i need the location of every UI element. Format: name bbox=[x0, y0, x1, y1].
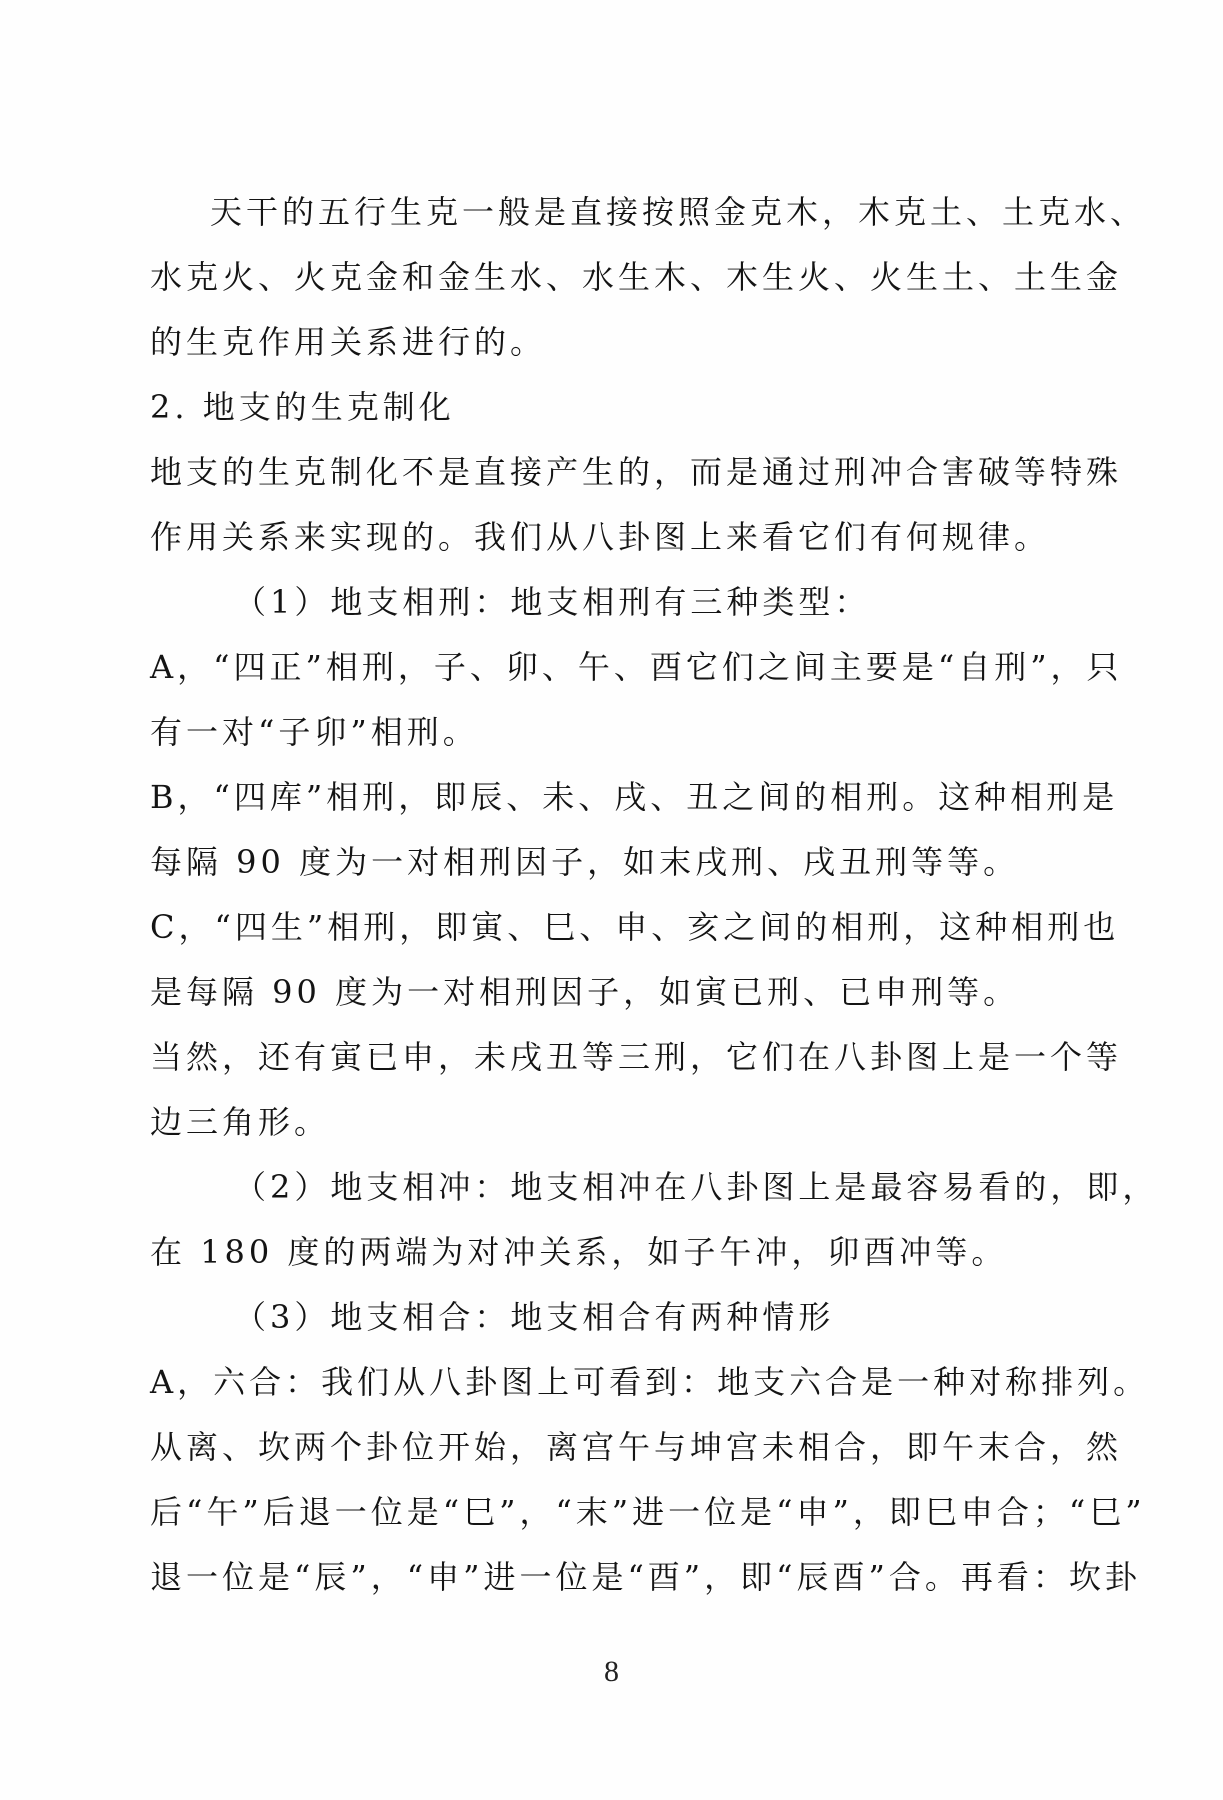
paragraph-line: 当然，还有寅已申，未戌丑等三刑，它们在八卦图上是一个等 bbox=[150, 1038, 1123, 1076]
subsection-heading: （3）地支相合：地支相合有两种情形 bbox=[234, 1298, 835, 1336]
paragraph-line: C，“四生”相刑，即寅、巳、申、亥之间的相刑，这种相刑也 bbox=[150, 908, 1120, 946]
paragraph-line: 从离、坎两个卦位开始，离宫午与坤宫未相合，即午末合，然 bbox=[150, 1428, 1123, 1466]
paragraph-line: 每隔 90 度为一对相刑因子，如末戌刑、戌丑刑等等。 bbox=[150, 843, 1020, 881]
paragraph-line: B，“四库”相刑，即辰、未、戌、丑之间的相刑。这种相刑是 bbox=[150, 778, 1119, 816]
paragraph-line: 在 180 度的两端为对冲关系，如子午冲，卯酉冲等。 bbox=[150, 1233, 1008, 1271]
paragraph-line: 有一对“子卯”相刑。 bbox=[150, 713, 479, 751]
paragraph-line: 是每隔 90 度为一对相刑因子，如寅已刑、已申刑等。 bbox=[150, 973, 1020, 1011]
paragraph-line: A，“四正”相刑，子、卯、午、酉它们之间主要是“自刑”，只 bbox=[150, 648, 1123, 686]
paragraph-line: 的生克作用关系进行的。 bbox=[150, 323, 547, 361]
section-heading: 2. 地支的生克制化 bbox=[150, 388, 455, 426]
paragraph-line: 退一位是“辰”，“申”进一位是“酉”，即“辰酉”合。再看：坎卦 bbox=[150, 1558, 1141, 1596]
subsection-heading: （2）地支相冲：地支相冲在八卦图上是最容易看的，即， bbox=[234, 1168, 1159, 1206]
page-number: 8 bbox=[604, 1655, 619, 1688]
paragraph-line: 天干的五行生克一般是直接按照金克木，木克土、土克水、 bbox=[210, 193, 1147, 231]
paragraph-line: 作用关系来实现的。我们从八卦图上来看它们有何规律。 bbox=[150, 518, 1051, 556]
body-text bbox=[150, 180, 1159, 1610]
subsection-heading: （1）地支相刑：地支相刑有三种类型： bbox=[234, 583, 871, 621]
paragraph-line: 地支的生克制化不是直接产生的，而是通过刑冲合害破等特殊 bbox=[150, 453, 1123, 491]
paragraph-line: 后“午”后退一位是“巳”，“末”进一位是“申”，即巳申合；“巳” bbox=[150, 1493, 1146, 1531]
paragraph-line: 水克火、火克金和金生水、水生木、木生火、火生土、土生金 bbox=[150, 258, 1123, 296]
paragraph-line: 边三角形。 bbox=[150, 1103, 331, 1141]
paragraph-line: A，六合：我们从八卦图上可看到：地支六合是一种对称排列。 bbox=[150, 1363, 1150, 1401]
